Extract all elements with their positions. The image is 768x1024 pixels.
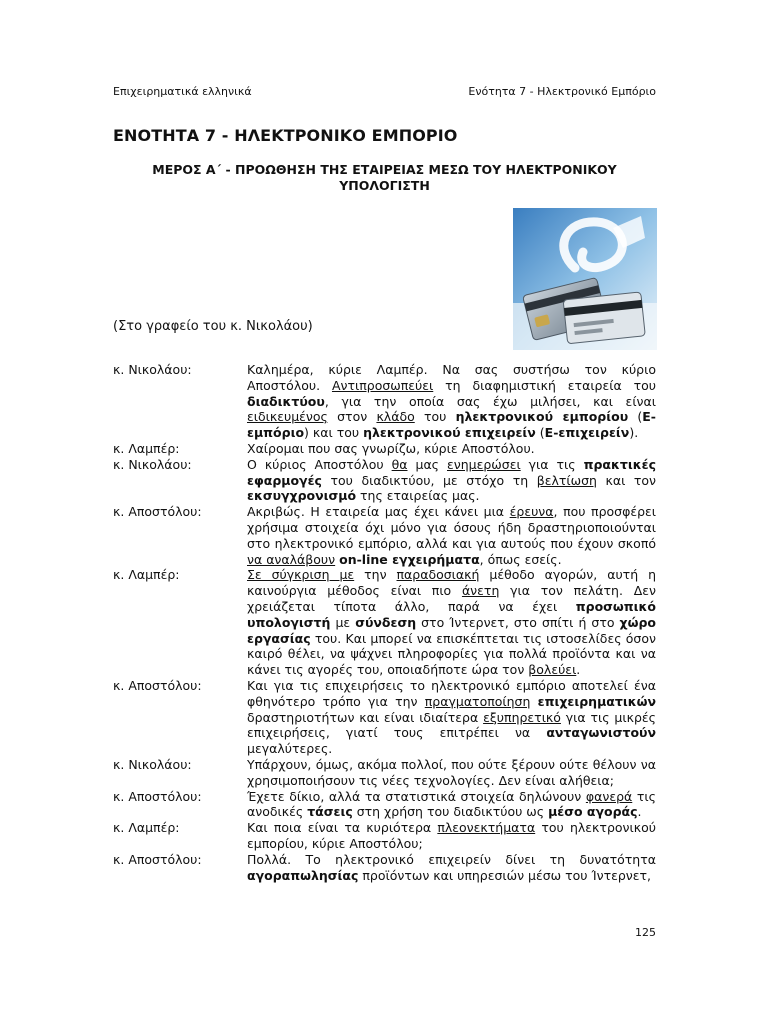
speaker-name: κ. Λαμπέρ: bbox=[113, 820, 180, 836]
text-segment: της εταιρείας μας. bbox=[356, 488, 480, 504]
text-segment: Ακριβώς. Η εταιρεία μας έχει κάνει μια bbox=[247, 504, 510, 520]
text-segment: για τις μικρές επιχειρήσεις, γιατί τους επιτρέπει να bbox=[247, 709, 656, 741]
key-term: εκσυγχρονισμό bbox=[247, 488, 357, 504]
text-segment: , όπως εσείς. bbox=[479, 551, 562, 567]
vocab-term: πλεονεκτήματα bbox=[437, 820, 536, 836]
text-segment: μας bbox=[407, 456, 447, 472]
vocab-term: άνετη bbox=[461, 583, 500, 599]
text-segment: τη διαφημιστική εταιρεία του bbox=[433, 377, 656, 393]
dialogue-text bbox=[247, 757, 656, 789]
key-term: διαδικτύου bbox=[247, 393, 325, 409]
vocab-term: βολεύει bbox=[528, 662, 577, 678]
text-segment: του bbox=[414, 409, 456, 425]
text-segment: στη χρήση του διαδικτύου ως bbox=[352, 804, 549, 820]
speaker-name: κ. Αποστόλου: bbox=[113, 677, 202, 693]
vocab-term: κλάδο bbox=[376, 409, 415, 425]
text-segment: Έχετε δίκιο, αλλά τα στατιστικά στοιχεία δηλώνουν bbox=[247, 788, 586, 804]
vocab-term: παραδοσιακή bbox=[396, 567, 480, 583]
speaker-name: κ. Νικολάου: bbox=[113, 456, 192, 472]
dialogue-text bbox=[247, 567, 656, 678]
speaker-name: κ. Αποστόλου: bbox=[113, 788, 202, 804]
vocab-term: Αντιπροσωπεύει bbox=[331, 377, 434, 393]
text-segment: του ηλεκτρονικού εμπορίου, κύριε Αποστόλου; bbox=[247, 820, 656, 851]
text-segment: Και ποια είναι τα κυριότερα bbox=[247, 820, 438, 836]
speaker-name: κ. Αποστόλου: bbox=[113, 504, 202, 520]
key-term: τάσεις bbox=[307, 804, 353, 820]
text-segment: του διαδικτύου, με στόχο τη bbox=[321, 472, 537, 488]
key-term: σύνδεση bbox=[355, 614, 417, 630]
key-term: επιχειρηματικών bbox=[537, 693, 656, 709]
text-segment bbox=[530, 694, 537, 709]
text-segment: ). bbox=[629, 425, 639, 441]
text-segment: Πολλά. Το ηλεκτρονικό επιχειρείν δίνει τη δυνατότητα bbox=[247, 851, 656, 867]
dialogue-text bbox=[247, 678, 656, 757]
text-segment: Καλημέρα, κύριε Λαμπέρ. Να σας συστήσω τον κύριο Αποστόλου. bbox=[247, 362, 656, 393]
dialogue-text bbox=[247, 362, 656, 441]
text-segment: την bbox=[354, 567, 397, 583]
dialogue-text bbox=[247, 457, 656, 504]
key-term: Ε-επιχειρείν bbox=[544, 425, 630, 441]
dialogue-row bbox=[113, 678, 656, 757]
text-segment: μέθοδο αγορών, αυτή η καινούργια μέθοδος είναι πιο bbox=[247, 567, 656, 599]
key-term: αγοραπωλησίας bbox=[247, 867, 359, 883]
text-segment: δραστηριοτήτων και είναι ιδιαίτερα bbox=[247, 709, 484, 725]
speaker-name: κ. Αποστόλου: bbox=[113, 851, 202, 867]
text-segment: του. Και μπορεί να επισκέπτεται τις ιστοσελίδες όσον καιρό θέλει, να ψάχνει πληροφορίες για πολλά προϊόντα και να κάνει τις αγορές του, οποιαδήποτε ώρα τον bbox=[247, 630, 656, 678]
vocab-term: θα bbox=[391, 456, 408, 472]
text-segment: , που προσφέρει χρήσιμα στοιχεία όχι μόνο για όσους ήδη δραστηριοποιούνται στο ηλεκτρονικό εμπόριο, αλλά και για αυτούς που έχουν σκοπό bbox=[247, 504, 657, 551]
dialogue-row bbox=[113, 757, 656, 789]
dialogue-row bbox=[113, 362, 656, 441]
vocab-term: να αναλάβουν bbox=[247, 551, 336, 567]
text-segment: ( bbox=[535, 425, 545, 441]
speaker-name: κ. Λαμπέρ: bbox=[113, 440, 180, 456]
vocab-term: Σε σύγκριση με bbox=[247, 567, 355, 583]
key-term: on-line εγχειρήματα bbox=[339, 551, 480, 567]
running-header-left: Επιχειρηματικά ελληνικά bbox=[113, 85, 252, 98]
text-segment: Ο κύριος Αποστόλου bbox=[247, 456, 392, 472]
dialogue-row bbox=[113, 567, 656, 678]
key-term: ηλεκτρονικού επιχειρείν bbox=[363, 425, 536, 441]
text-segment: τις ανοδικές bbox=[247, 788, 656, 820]
text-segment: με bbox=[330, 614, 356, 630]
scene-direction: (Στο γραφείο του κ. Νικολάου) bbox=[113, 319, 313, 334]
vocab-term: φανερά bbox=[585, 788, 633, 804]
dialogue-text bbox=[247, 789, 656, 821]
dialogue-text bbox=[247, 441, 656, 457]
vocab-term: εξυπηρετικό bbox=[483, 709, 561, 725]
key-term: προσωπικό υπολογιστή bbox=[247, 598, 656, 630]
dialogue-row bbox=[113, 504, 656, 567]
dialogue-row bbox=[113, 457, 656, 504]
key-term: χώρο εργασίας bbox=[247, 614, 657, 646]
text-segment: Υπάρχουν, όμως, ακόμα πολλοί, που ούτε ξέρουν ούτε θέλουν να χρησιμοποιήσουν τις νέες τεχνολογίες. Δεν είναι αλήθεια; bbox=[247, 756, 656, 788]
text-segment: για τον πελάτη. Δεν χρειάζεται τίποτα άλλο, παρά να έχει bbox=[247, 583, 656, 614]
page-number: 125 bbox=[635, 926, 656, 939]
vocab-term: βελτίωση bbox=[536, 472, 597, 488]
text-segment: προϊόντων και υπηρεσιών μέσω του Ίντερνετ, bbox=[358, 867, 652, 883]
dialogue-text bbox=[247, 820, 656, 852]
text-segment: . bbox=[576, 662, 581, 678]
text-segment: στον bbox=[327, 409, 377, 425]
dialogue-text bbox=[247, 852, 656, 884]
text-segment: μεγαλύτερες. bbox=[247, 741, 333, 757]
key-term: ηλεκτρονικού εμπορίου bbox=[455, 409, 629, 425]
text-segment: Χαίρομαι που σας γνωρίζω, κύριε Αποστόλου. bbox=[247, 440, 535, 456]
text-segment: . bbox=[637, 804, 642, 820]
speaker-name: κ. Νικολάου: bbox=[113, 756, 192, 772]
key-term: πρακτικές εφαρμογές bbox=[247, 456, 656, 488]
dialogue-text bbox=[247, 504, 656, 567]
section-subtitle: ΜΕΡΟΣ Α΄ - ΠΡΟΩΘΗΣΗ ΤΗΣ ΕΤΑΙΡΕΙΑΣ ΜΕΣΩ ΤΟΥ ΗΛΕΚΤΡΟΝΙΚΟΥ ΥΠΟΛΟΓΙΣΤΗ bbox=[152, 162, 617, 193]
key-term: ανταγωνιστούν bbox=[546, 725, 656, 741]
key-term: μέσο αγοράς bbox=[548, 804, 638, 820]
vocab-term: πραγματοποίηση bbox=[424, 693, 531, 709]
text-segment: ( bbox=[628, 409, 643, 425]
running-header-right: Ενότητα 7 - Ηλεκτρονικό Εμπόριο bbox=[468, 85, 656, 98]
vocab-term: έρευνα bbox=[509, 504, 554, 520]
text-segment: για τις bbox=[520, 456, 584, 472]
dialogue-row bbox=[113, 820, 656, 852]
text-segment: στο Ίντερνετ, στο σπίτι ή στο bbox=[416, 614, 620, 630]
e-commerce-photo bbox=[513, 208, 657, 350]
vocab-term: ειδικευμένος bbox=[247, 409, 328, 425]
page-title: ΕΝΟΤΗΤΑ 7 - ΗΛΕΚΤΡΟΝΙΚΟ ΕΜΠΟΡΙΟ bbox=[113, 126, 458, 145]
dialogue-row bbox=[113, 441, 656, 457]
dialogue-row bbox=[113, 789, 656, 821]
text-segment: και τον bbox=[596, 472, 656, 488]
speaker-name: κ. Νικολάου: bbox=[113, 362, 192, 377]
speaker-name: κ. Λαμπέρ: bbox=[113, 567, 180, 583]
vocab-term: ενημερώσει bbox=[447, 456, 521, 472]
dialogue-row bbox=[113, 852, 656, 884]
text-segment: ) και του bbox=[304, 425, 364, 441]
text-segment: , για την οποία σας έχω μιλήσει, και είναι bbox=[324, 393, 656, 409]
text-segment: Και για τις επιχειρήσεις το ηλεκτρονικό εμπόριο αποτελεί ένα φθηνότερο τρόπο για την bbox=[247, 677, 656, 709]
key-term: Ε-εμπόριο bbox=[247, 409, 656, 441]
dialogue bbox=[113, 362, 656, 883]
